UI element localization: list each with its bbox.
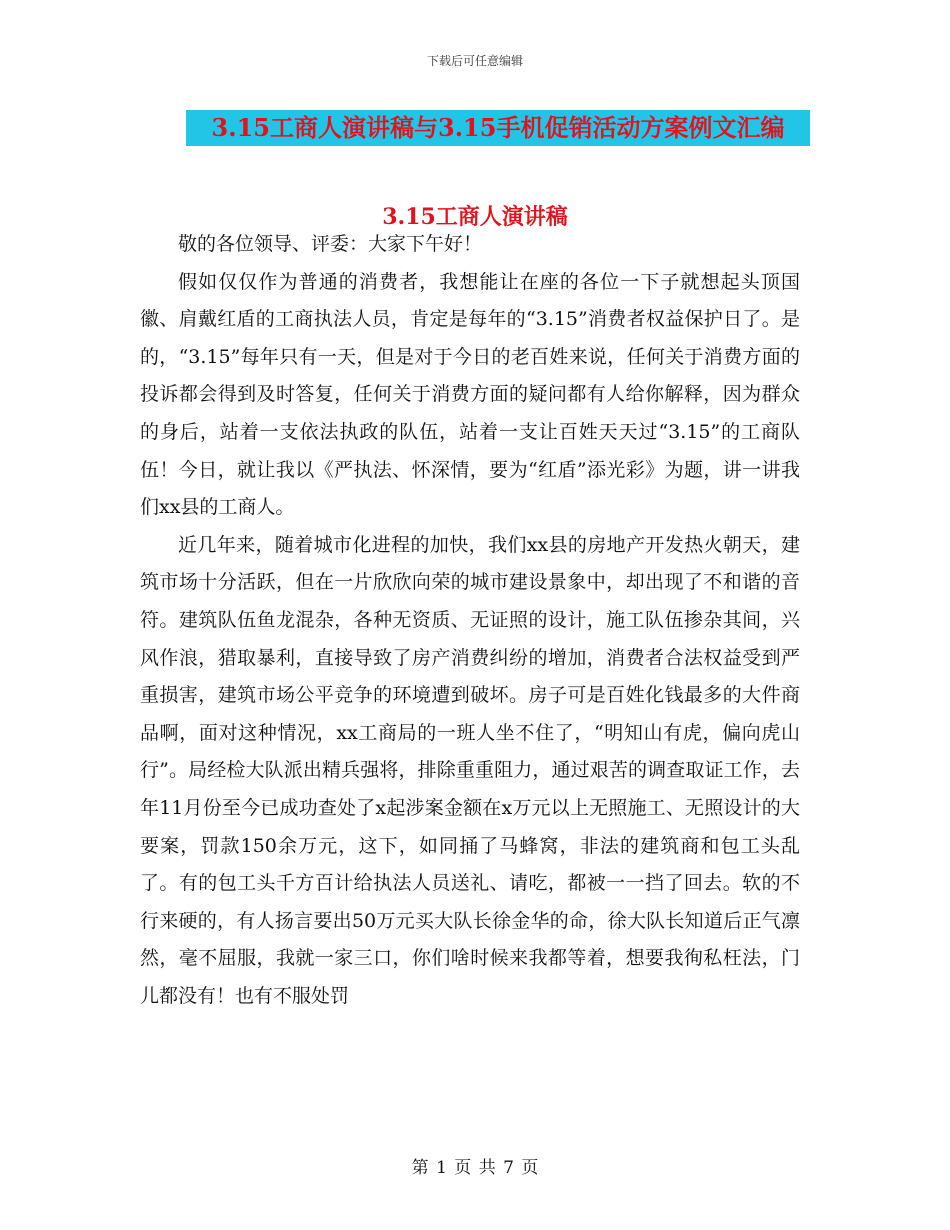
paragraph-story: 近几年来，随着城市化进程的加快，我们xx县的房地产开发热火朝天，建筑市场十分活跃，但在一片欣欣向荣的城市建设景象中，却出现了不和谐的音符。建筑队伍鱼龙混杂，各种无资质、无证照的设计，施工队伍掺杂其间，兴风作浪，猎取暴利，直接导致了房产消费纠纷的增加，消费者合法权益受到严重损害，建筑市场公平竞争的环境遭到破坏。房子可是百姓化钱最多的大件商品啊，面对这种情况，xx工商局的一班人坐不住了，“明知山有虎，偏向虎山行”。局经检大队派出精兵强将，排除重重阻力，通过艰苦的调查取证工作，去年11月份至今已成功查处了x起涉案金额在x万元以上无照施工、无照设计的大要案，罚款150余万元，这下，如同捅了马蜂窝，非法的建筑商和包工头乱了。有的包工头千方百计给执法人员送礼、请吃，都被一一挡了回去。软的不行来硬的，有人扬言要出50万元买大队长徐金华的命，徐大队长知道后正气凛然，毫不屈服，我就一家三口，你们啥时候来我都等着，想要我徇私枉法，门儿都没有！也有不服处罚 [140, 533, 800, 1007]
document-title: 3.15工商人演讲稿与3.15手机促销活动方案例文汇编 [186, 110, 810, 146]
body-text [140, 226, 800, 1015]
section-title: 3.15工商人演讲稿 [382, 204, 568, 230]
header-note: 下载后可任意编辑 [426, 54, 523, 68]
page-footer: 第 1 页 共 7 页 [411, 1158, 539, 1178]
paragraph-greeting: 敬的各位领导、评委：大家下午好！ [178, 233, 483, 255]
paragraph-intro: 假如仅仅作为普通的消费者，我想能让在座的各位一下子就想起头顶国徽、肩戴红盾的工商执法人员，肯定是每年的“3.15”消费者权益保护日了。是的，“3.15”每年只有一天，但是对于今日的老百姓来说，任何关于消费方面的投诉都会得到及时答复，任何关于消费方面的疑问都有人给你解释，因为群众的身后，站着一支依法执政的队伍，站着一支让百姓天天过“3.15”的工商队伍！今日，就让我以《严执法、怀深情，要为“红盾”添光彩》为题，讲一讲我们xx县的工商人。 [140, 270, 800, 519]
